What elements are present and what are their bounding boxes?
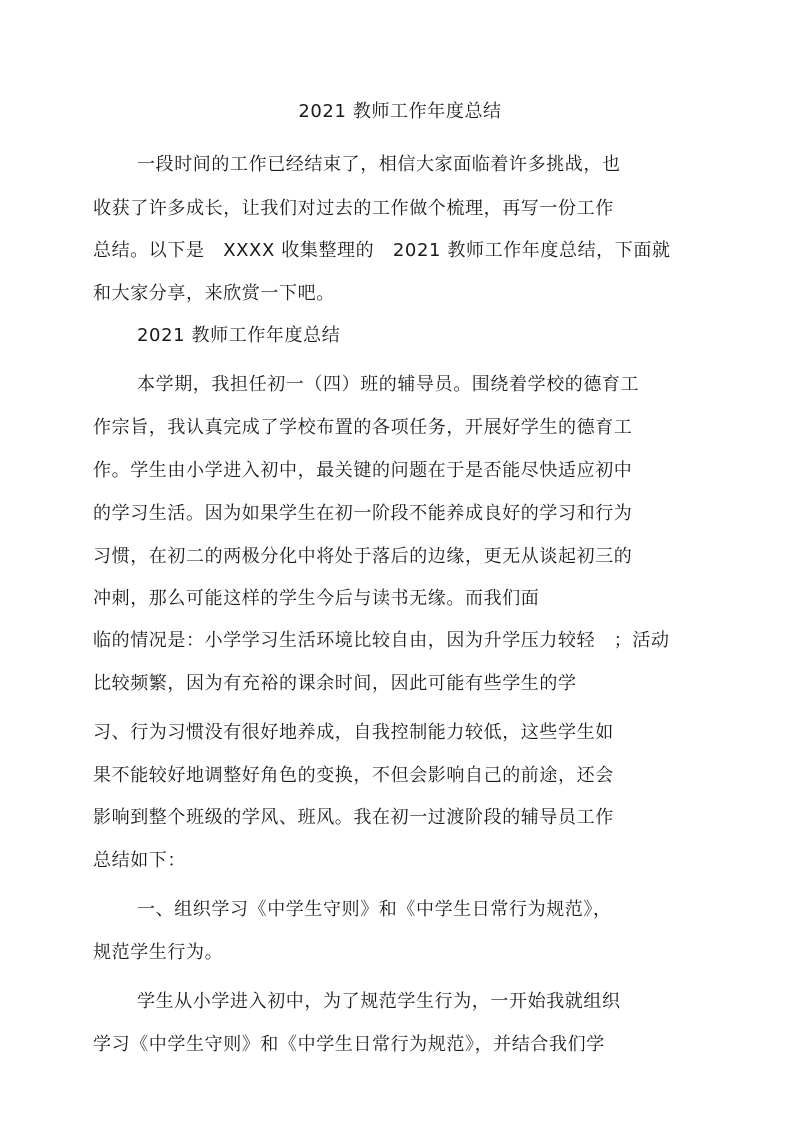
paragraph4-line-1: 学生从小学进入初中，为了规范学生行为，一开始我就组织 (137, 991, 621, 1012)
paragraph1-line-6: 冲刺，那么可能这样的学生今后与读书无缘。而我们面 (93, 588, 540, 609)
paragraph2-line-2: 比较频繁，因为有充裕的课余时间，因此可能有些学生的学 (93, 673, 577, 694)
paragraph3-line-3: 影响到整个班级的学风、班风。我在初一过渡阶段的辅导员工作 (93, 807, 614, 828)
paragraph3-line-1: 习、行为习惯没有很好地养成，自我控制能力较低，这些学生如 (93, 722, 614, 743)
intro-line-1: 一段时间的工作已经结束了，相信大家面临着许多挑战，也 (137, 154, 621, 175)
paragraph1-line-5: 习惯，在初二的两极分化中将处于落后的边缘，更无从谈起初三的 (93, 546, 633, 567)
section1-heading-line-2: 规范学生行为。 (93, 942, 224, 963)
paragraph4-line-2: 学习《中学生守则》和《中学生日常行为规范》，并结合我们学 (93, 1034, 605, 1055)
document-title: 2021 教师工作年度总结 (298, 101, 502, 122)
section1-heading-line-1: 一、组织学习《中学生守则》和《中学生日常行为规范》， (137, 899, 612, 920)
intro-line-3: 总结。以下是 XXXX 收集整理的 2021 教师工作年度总结，下面就 (93, 240, 671, 261)
paragraph1-line-3: 作。学生由小学进入初中，最关键的问题在于是否能尽快适应初中 (93, 460, 633, 481)
intro-line-2: 收获了许多成长，让我们对过去的工作做个梳理，再写一份工作 (93, 198, 614, 219)
intro-line-4: 和大家分享，来欣赏一下吧。 (93, 283, 335, 304)
paragraph1-line-1: 本学期，我担任初一（四）班的辅导员。围绕着学校的德育工 (137, 374, 640, 395)
paragraph2-line-1: 临的情况是：小学学习生活环境比较自由，因为升学压力较轻 ；活动 (93, 630, 670, 651)
paragraph3-line-4: 总结如下： (93, 850, 186, 871)
paragraph1-line-2: 作宗旨，我认真完成了学校布置的各项任务，开展好学生的德育工 (93, 417, 633, 438)
paragraph3-line-2: 果不能较好地调整好角色的变换，不但会影响自己的前途，还会 (93, 765, 614, 786)
section-subtitle: 2021 教师工作年度总结 (137, 325, 341, 346)
paragraph1-line-4: 的学习生活。因为如果学生在初一阶段不能养成良好的学习和行为 (93, 503, 633, 524)
